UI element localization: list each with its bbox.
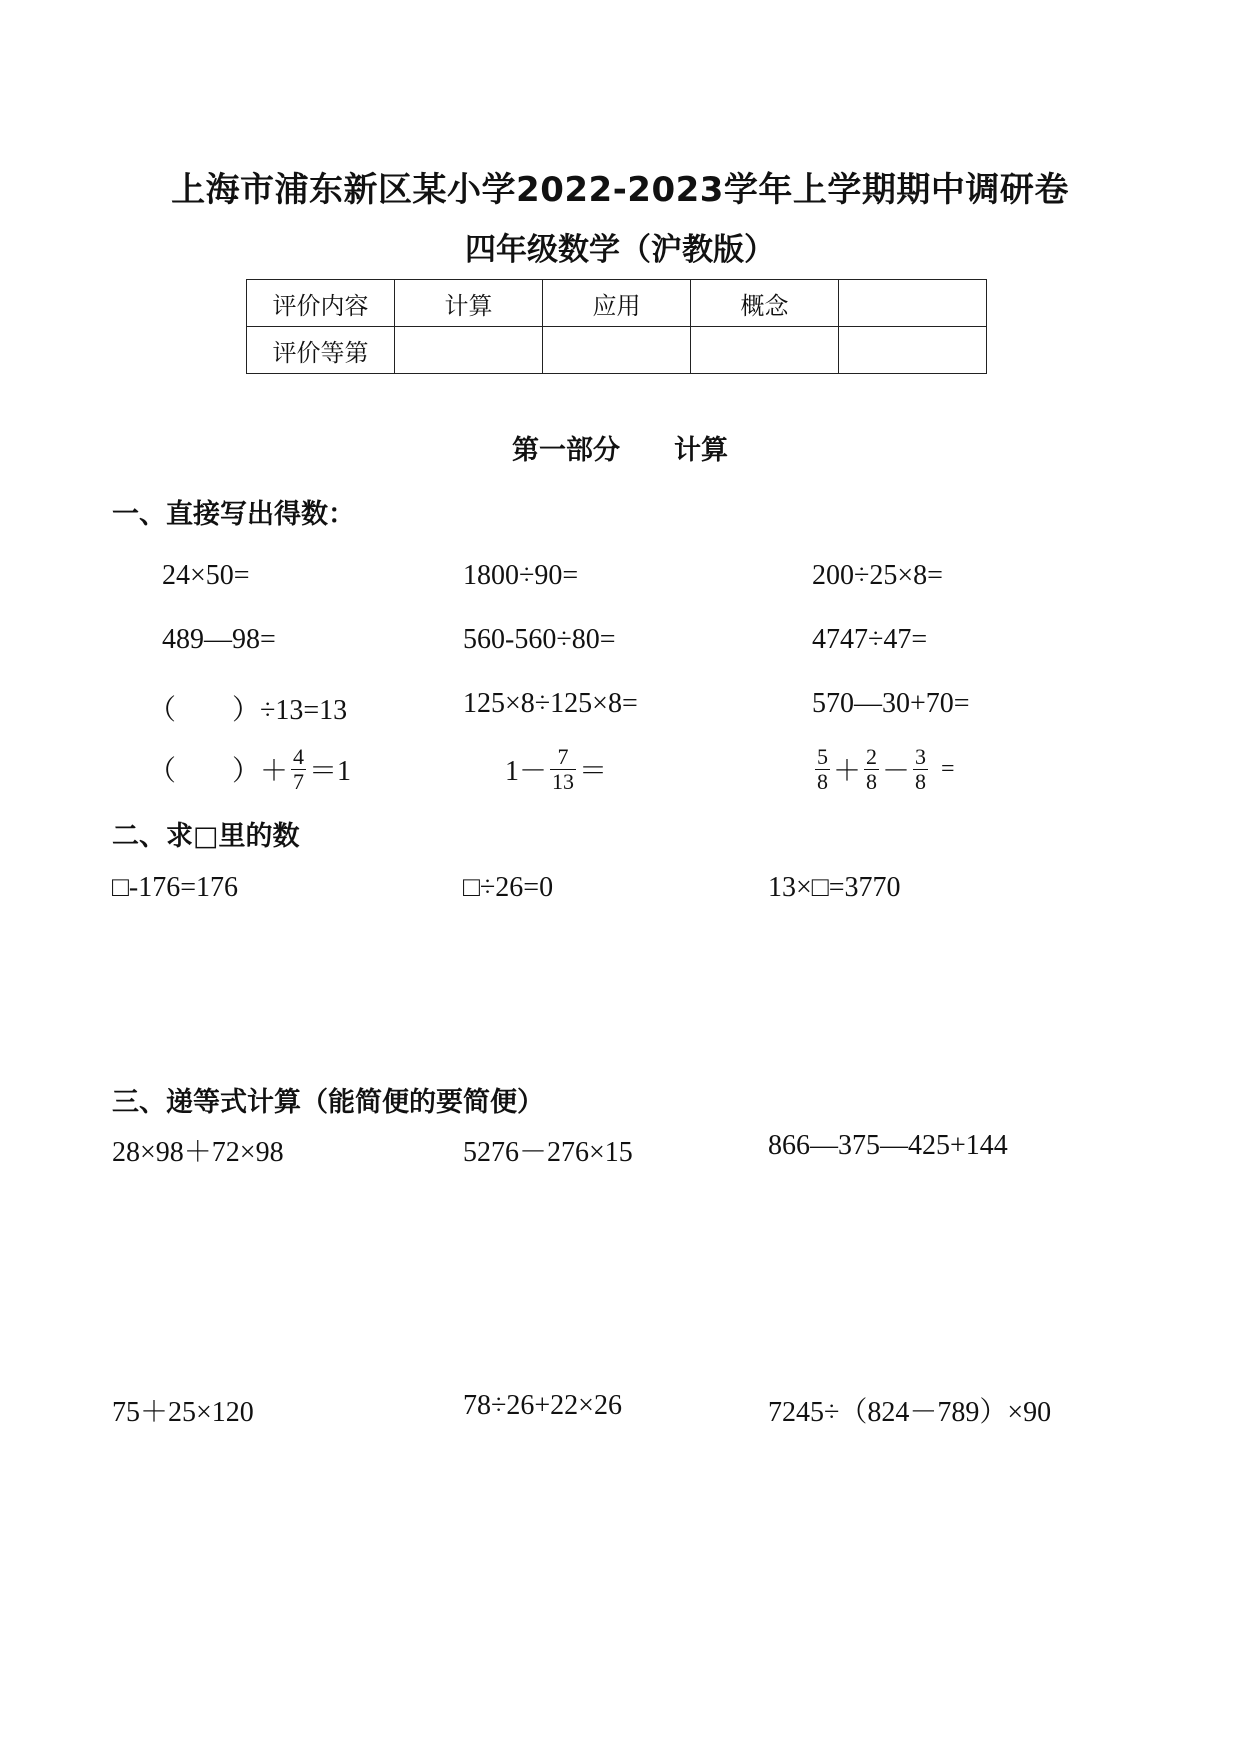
fraction [864, 745, 879, 794]
denominator: 13 [552, 768, 575, 794]
table-cell [691, 327, 839, 374]
table-cell: 概念 [691, 280, 839, 327]
problem: 489—98= [162, 624, 276, 655]
problem: 200÷25×8= [812, 560, 943, 591]
problem: 560-560÷80= [463, 624, 616, 655]
section-two-heading: 二、求□里的数 [112, 821, 300, 852]
problem: 24×50= [162, 560, 250, 591]
problem: 7245÷（824－789）×90 [768, 1397, 1052, 1428]
denominator: 7 [293, 768, 305, 794]
problem: □÷26=0 [463, 872, 554, 903]
section-three-heading: 三、递等式计算（能简便的要简便） [112, 1087, 544, 1118]
problem: 5276－276×15 [463, 1137, 633, 1168]
table-cell: 计算 [395, 280, 543, 327]
section-one-heading: 一、直接写出得数： [112, 499, 355, 530]
table-cell: 应用 [543, 280, 691, 327]
plus-sign: ＋ [833, 756, 862, 787]
fraction [815, 745, 830, 794]
problem: 28×98＋72×98 [112, 1137, 284, 1168]
fraction [291, 745, 306, 794]
table-cell [543, 327, 691, 374]
numerator: 4 [293, 743, 305, 769]
problem: 78÷26+22×26 [463, 1390, 622, 1421]
equation-tail: ＝1 [309, 756, 352, 787]
table-cell: 评价等第 [247, 327, 395, 374]
fraction [550, 745, 576, 794]
fraction-problem [812, 740, 955, 798]
plus-sign: ＋ [260, 756, 289, 787]
problem: 1800÷90= [463, 560, 579, 591]
page-title: 上海市浦东新区某小学2022-2023学年上学期期中调研卷 [171, 170, 1069, 210]
problem: 125×8÷125×8= [463, 688, 638, 719]
minus-sign: － [882, 756, 911, 787]
equation-tail: = [941, 755, 955, 782]
evaluation-table [246, 279, 987, 374]
problem: 866—375—425+144 [768, 1130, 1008, 1161]
part-one-title: 第一部分 计算 [512, 435, 728, 466]
problem: （ ）÷13=13 [148, 695, 348, 726]
fraction [913, 745, 928, 794]
table-row [247, 327, 987, 374]
equation-lead: 1－ [505, 756, 548, 787]
table-cell [395, 327, 543, 374]
table-cell [839, 327, 987, 374]
denominator: 8 [915, 768, 927, 794]
problem: 4747÷47= [812, 624, 928, 655]
table-cell [839, 280, 987, 327]
numerator: 2 [866, 743, 878, 769]
table-row [247, 280, 987, 327]
problem: 570—30+70= [812, 688, 970, 719]
numerator: 7 [550, 745, 576, 770]
equation-tail: ＝ [579, 756, 608, 787]
denominator: 8 [817, 768, 828, 794]
fraction-problem [148, 740, 351, 798]
fraction-problem [505, 740, 607, 798]
numerator: 3 [915, 743, 927, 769]
denominator: 8 [866, 768, 878, 794]
problem: 13×□=3770 [768, 872, 901, 903]
numerator: 5 [817, 743, 828, 769]
table-cell: 评价内容 [247, 280, 395, 327]
page-subtitle: 四年级数学（沪教版） [465, 232, 775, 268]
blank-parentheses: （ ） [148, 756, 261, 787]
problem: 75＋25×120 [112, 1397, 254, 1428]
problem: □-176=176 [112, 872, 239, 903]
